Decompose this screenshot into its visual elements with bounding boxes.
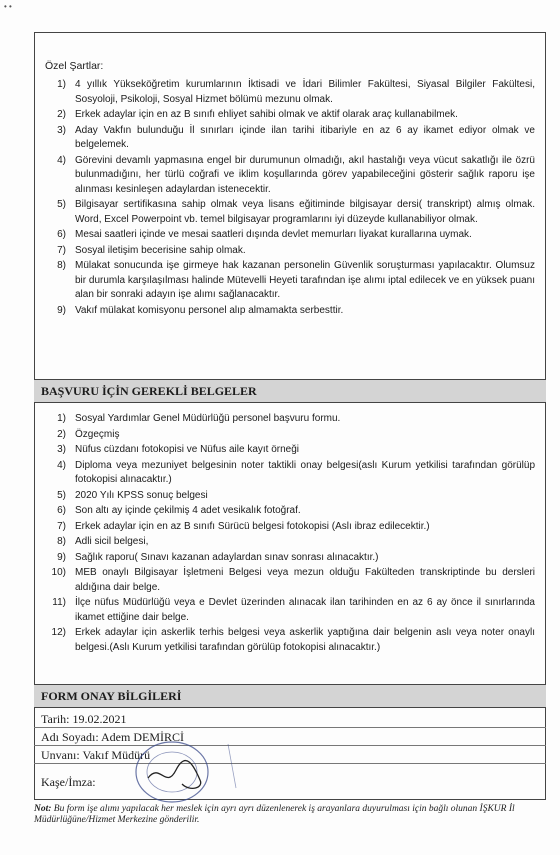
item-number: 4) [57, 154, 66, 166]
item-text: Mesai saatleri içinde ve mesai saatleri dışında devlet memurları liyakat kurallarına uymak. [75, 229, 472, 240]
item-number: 4) [57, 459, 66, 471]
list-item [45, 108, 535, 123]
list-item [45, 124, 535, 153]
onay-header [34, 684, 546, 708]
list-item [45, 428, 535, 443]
item-number: 8) [57, 536, 66, 547]
item-number: 7) [57, 520, 66, 532]
item-text: Sağlık raporu( Sınavı kazanan adaylardan sınav sonrası alınacaktır.) [75, 551, 379, 563]
item-text: 2020 Yılı KPSS sonuç belgesi [75, 489, 208, 501]
list-item [45, 596, 535, 625]
list-item [45, 259, 535, 303]
onay-unvan: Unvanı: Vakıf Müdürü [34, 747, 546, 764]
list-item [45, 78, 535, 107]
item-number: 5) [57, 489, 66, 501]
onay-kase-imza: Kaşe/İmza: [41, 774, 96, 789]
list-item [45, 228, 535, 243]
onay-adi-soyadi: Adı Soyadı: Adem DEMİRCİ [34, 729, 546, 746]
belgeler-list [45, 412, 535, 655]
scan-mark: • • [4, 2, 12, 11]
list-item [45, 535, 535, 550]
item-number: 11) [52, 597, 66, 608]
list-item [45, 412, 535, 427]
item-text: Sosyal iletişim becerisine sahip olmak. [75, 244, 246, 256]
item-number: 3) [57, 444, 66, 455]
item-number: 9) [57, 304, 66, 316]
footer-note [34, 804, 546, 826]
item-text: Görevini devamlı yapmasına engel bir durumunun olmadığı, akıl hastalığı veya vücut sakatlığı ile özrü bulunmadığını, her türlü coğrafi ve iklim koşullarında görev yapabileceğini gösterir sağlık raporu işe alınması kesinleşen adaylardan istenecektir. [75, 154, 535, 195]
item-text: Erkek adaylar için en az B sınıfı ehliyet sahibi olmak ve aktif olarak araç kullanabilmek. [75, 109, 458, 120]
list-item [45, 244, 535, 259]
list-item [45, 489, 535, 504]
belgeler-title: BAŞVURU İÇİN GEREKLİ BELGELER [41, 383, 257, 398]
item-text: Son altı ay içinde çekilmiş 4 adet vesikalık fotoğraf. [75, 505, 301, 516]
list-item [45, 304, 535, 319]
list-item [45, 443, 535, 458]
item-text: Diploma veya mezuniyet belgesinin noter taktikli onay belgesi(aslı Kurum yetkilisi tarafından görülüp fotokopisi alınacaktır.) [75, 459, 535, 485]
onay-tarih: Tarih: 19.02.2021 [34, 711, 546, 728]
item-number: 5) [57, 199, 66, 210]
item-number: 2) [57, 428, 66, 440]
item-text: Erkek adaylar için askerlik terhis belgesi veya askerlik yaptığına dair belgenin aslı veya noter onaylı belgesi.(Aslı Kurum yetkilisi tarafından görülüp fotokopisi alınacaktır.) [75, 627, 535, 653]
item-number: 8) [57, 260, 66, 271]
item-number: 2) [57, 109, 66, 120]
official-stamp-icon [108, 718, 248, 806]
onay-title: FORM ONAY BİLGİLERİ [41, 688, 182, 703]
list-item [45, 566, 535, 595]
item-text: Bilgisayar sertifikasına sahip olmak veya lisans eğitiminde bilgisayar dersi( transkript) almış olmak. Word, Excel Powerpoint vb. temel bilgisayar programlarını iyi düzeyde kullanabiliyor olmak. [75, 199, 535, 225]
belgeler-section [34, 412, 546, 656]
list-item [45, 198, 535, 227]
item-text: Nüfus cüzdanı fotokopisi ve Nüfus aile kayıt örneği [75, 444, 300, 455]
ozel-sartlar-list [45, 78, 535, 318]
item-number: 7) [57, 244, 66, 256]
list-item [45, 504, 535, 519]
item-number: 1) [57, 79, 66, 90]
list-item [45, 551, 535, 566]
item-text: Erkek adaylar için en az B sınıfı Sürücü belgesi fotokopisi (Aslı ibraz edilecektir.) [75, 520, 430, 532]
list-item [45, 459, 535, 488]
item-text: Aday Vakfın bulunduğu İl sınırları içinde ilan tarihi itibariyle en az 6 ay ikamet ediyor olmak ve belgelemek. [75, 124, 535, 150]
list-item [45, 520, 535, 535]
item-number: 9) [57, 551, 66, 563]
item-text: Vakıf mülakat komisyonu personel alıp almamakta serbesttir. [75, 304, 344, 316]
item-number: 6) [57, 505, 66, 516]
item-text: Özgeçmiş [75, 428, 120, 440]
belgeler-header [34, 379, 546, 403]
list-item [45, 626, 535, 655]
item-text: Sosyal Yardımlar Genel Müdürlüğü personel başvuru formu. [75, 413, 341, 424]
ozel-sartlar-section [34, 36, 546, 319]
item-number: 10) [51, 567, 66, 578]
item-number: 1) [57, 413, 66, 424]
signature-icon [148, 761, 201, 789]
note-text: Bu form işe alımı yapılacak her meslek için ayrı ayrı düzenlenerek iş arayanlara duyurulması için bağlı olunan İŞKUR İl Müdürlüğüne/Hizmet Merkezine gönderilir. [34, 804, 515, 825]
item-text: Adli sicil belgesi, [75, 536, 149, 547]
ozel-sartlar-title: Özel Şartlar: [45, 60, 104, 72]
item-number: 12) [51, 627, 66, 638]
note-label: Not: [34, 804, 52, 814]
item-text: MEB onaylı Bilgisayar İşletmeni Belgesi veya mezun olduğu Fakülteden transkriptinde bu dersleri aldığına dair belge. [75, 567, 535, 593]
item-text: Mülakat sonucunda işe girmeye hak kazanan personelin Güvenlik soruşturması yapılacaktır. Olumsuz bir durumla karşılaşılması halinde Mütevelli Heyeti tarafından işe alımı iptal edilecek ve en yüksek puanı alan bir sonraki adayın işe alımı sağlanacaktır. [75, 260, 535, 300]
item-text: İlçe nüfus Müdürlüğü veya e Devlet üzerinden alınacak ilan tarihinden en az 6 ay önce il sınırlarında ikamet ettiğine dair belge. [75, 597, 535, 623]
item-number: 3) [57, 124, 66, 136]
list-item [45, 154, 535, 198]
item-text: 4 yıllık Yükseköğretim kurumlarının İktisadi ve İdari Bilimler Fakültesi, Siyasal Bilgiler Fakültesi, Sosyoloji, Psikoloji, Sosyal Hizmet bölümü mezunu olmak. [75, 79, 535, 105]
item-number: 6) [57, 229, 66, 240]
